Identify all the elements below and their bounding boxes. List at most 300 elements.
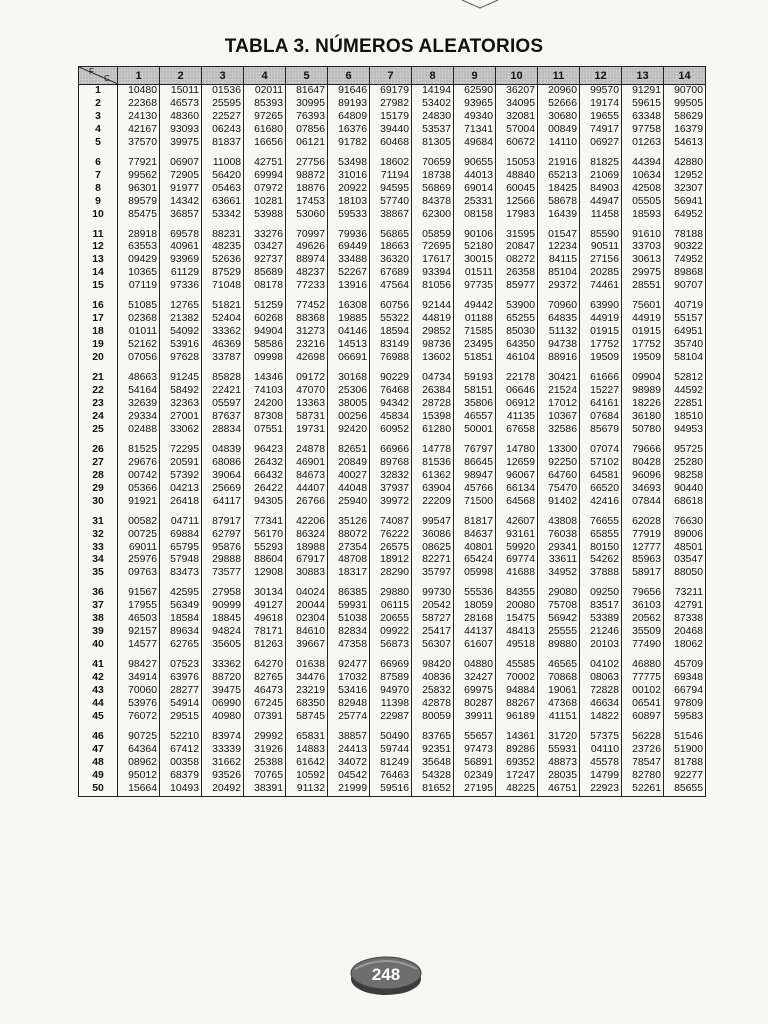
random-number-cell: 34476 [286,672,328,685]
table-row [79,613,706,626]
random-number-cell: 92737 [244,254,286,267]
random-number-cell: 30134 [244,587,286,600]
random-number-cell: 91921 [118,496,160,509]
row-number: 35 [79,567,118,580]
random-number-cell: 91291 [622,85,664,98]
random-number-cell: 63976 [160,672,202,685]
gap-cell [370,150,412,157]
gap-cell [622,293,664,300]
gap-cell [664,222,706,229]
gap-cell [538,222,580,229]
random-number-cell: 15011 [160,85,202,98]
random-number-cell: 64270 [244,659,286,672]
random-number-cell: 57102 [580,457,622,470]
random-number-cell: 43808 [538,516,580,529]
gap-cell [118,150,160,157]
gap-cell [328,365,370,372]
random-number-cell: 42698 [286,352,328,365]
row-group-gap [79,222,706,229]
random-number-cell: 60952 [370,424,412,437]
random-number-cell: 32427 [454,672,496,685]
random-number-cell: 94884 [496,685,538,698]
column-header: 10 [496,67,538,85]
random-number-cell: 65424 [454,554,496,567]
gap-cell [622,150,664,157]
random-number-cell: 34914 [118,672,160,685]
gap-cell [622,652,664,659]
gap-cell [580,150,622,157]
random-number-cell: 08158 [454,209,496,222]
gap-cell [328,724,370,731]
random-number-cell: 46565 [538,659,580,672]
random-number-cell: 97265 [244,111,286,124]
table-row [79,444,706,457]
gap-cell [580,652,622,659]
random-number-cell: 85475 [118,209,160,222]
random-number-cell: 85679 [580,424,622,437]
random-number-cell: 42206 [286,516,328,529]
random-number-cell: 49684 [454,137,496,150]
random-number-cell: 25417 [412,626,454,639]
random-number-cell: 55293 [244,542,286,555]
random-number-cell: 88974 [286,254,328,267]
column-header: 3 [202,67,244,85]
table-row [79,267,706,280]
random-number-cell: 64835 [538,313,580,326]
random-number-cell: 26358 [496,267,538,280]
random-number-cell: 88267 [496,698,538,711]
gap-cell [664,652,706,659]
row-number: 44 [79,698,118,711]
random-number-cell: 96096 [622,470,664,483]
random-number-cell: 56873 [370,639,412,652]
random-number-cell: 70997 [286,229,328,242]
gap-cell [286,293,328,300]
table-row [79,567,706,580]
random-number-cell: 94342 [370,398,412,411]
random-number-cell: 48360 [160,111,202,124]
random-number-cell: 90322 [664,241,706,254]
random-number-cell: 56349 [160,600,202,613]
random-number-cell: 02349 [454,770,496,783]
random-number-cell: 48501 [664,542,706,555]
random-number-cell: 16308 [328,300,370,313]
random-number-cell: 21069 [580,170,622,183]
random-number-cell: 18912 [370,554,412,567]
random-number-cell: 52162 [118,339,160,352]
random-number-cell: 25940 [328,496,370,509]
gap-cell [412,437,454,444]
table-row [79,639,706,652]
random-number-cell: 27354 [328,542,370,555]
random-number-cell: 42791 [664,600,706,613]
random-number-cell: 69179 [370,85,412,98]
gap-cell [496,509,538,516]
gap-cell [370,365,412,372]
random-number-cell: 63348 [622,111,664,124]
random-number-cell: 41688 [496,567,538,580]
random-number-cell: 87529 [202,267,244,280]
column-header: 11 [538,67,580,85]
column-header: 14 [664,67,706,85]
random-number-cell: 56170 [244,529,286,542]
random-number-cell: 04880 [454,659,496,672]
random-number-cell: 55322 [370,313,412,326]
gap-cell [538,437,580,444]
random-number-cell: 31720 [538,731,580,744]
row-number: 1 [79,85,118,98]
table-row [79,326,706,339]
random-number-cell: 01638 [286,659,328,672]
gap-cell [412,293,454,300]
random-number-cell: 06541 [622,698,664,711]
table-row [79,672,706,685]
gap-cell [454,509,496,516]
gap-cell [286,509,328,516]
random-number-cell: 45709 [664,659,706,672]
table-row [79,483,706,496]
random-number-cell: 15227 [580,385,622,398]
random-number-cell: 49626 [286,241,328,254]
gap-cell [454,150,496,157]
gap-cell [244,150,286,157]
gap-cell [580,580,622,587]
random-number-cell: 61680 [244,124,286,137]
random-number-cell: 93965 [454,98,496,111]
random-number-cell: 22209 [412,496,454,509]
table-row [79,542,706,555]
random-number-cell: 42880 [664,157,706,170]
random-number-cell: 69011 [118,542,160,555]
gap-cell [118,222,160,229]
random-number-cell: 33362 [202,326,244,339]
random-number-cell: 98989 [622,385,664,398]
random-number-cell: 42508 [622,183,664,196]
gap-cell [370,437,412,444]
row-number: 49 [79,770,118,783]
random-number-cell: 40027 [328,470,370,483]
random-number-cell: 14110 [538,137,580,150]
random-number-cell: 04110 [580,744,622,757]
random-number-cell: 59516 [370,783,412,796]
random-number-cell: 38391 [244,783,286,796]
random-number-cell: 09250 [580,587,622,600]
random-number-cell: 68086 [202,457,244,470]
row-number: 42 [79,672,118,685]
random-number-cell: 94738 [538,339,580,352]
random-number-cell: 05505 [622,196,664,209]
table-row [79,424,706,437]
random-number-cell: 21999 [328,783,370,796]
column-header: 1 [118,67,160,85]
random-number-cell: 15179 [370,111,412,124]
gap-cell [328,652,370,659]
random-number-cell: 14799 [580,770,622,783]
random-number-cell: 07523 [160,659,202,672]
gap-cell [538,365,580,372]
row-group-gap [79,580,706,587]
random-number-cell: 00725 [118,529,160,542]
gap-cell [79,222,118,229]
random-number-cell: 64350 [496,339,538,352]
random-number-cell: 71341 [454,124,496,137]
column-header: 7 [370,67,412,85]
random-number-cell: 58492 [160,385,202,398]
random-number-cell: 96301 [118,183,160,196]
gap-cell [580,724,622,731]
random-number-cell: 91977 [160,183,202,196]
random-number-cell: 17247 [496,770,538,783]
random-number-cell: 18594 [370,326,412,339]
random-number-cell: 81788 [664,757,706,770]
random-number-cell: 76797 [454,444,496,457]
random-number-cell: 56420 [202,170,244,183]
random-number-cell: 63553 [118,241,160,254]
random-number-cell: 87338 [664,613,706,626]
random-number-cell: 84903 [580,183,622,196]
row-number: 40 [79,639,118,652]
row-number: 46 [79,731,118,744]
row-number: 19 [79,339,118,352]
random-number-cell: 92477 [328,659,370,672]
random-number-cell: 47358 [328,639,370,652]
random-number-cell: 39064 [202,470,244,483]
random-number-cell: 10365 [118,267,160,280]
random-number-cell: 28834 [202,424,244,437]
row-group-gap [79,365,706,372]
random-number-cell: 42595 [160,587,202,600]
random-number-cell: 76222 [370,529,412,542]
random-number-cell: 69884 [160,529,202,542]
random-number-cell: 04734 [412,372,454,385]
random-number-cell: 18584 [160,613,202,626]
random-number-cell: 22421 [202,385,244,398]
random-number-cell: 98427 [118,659,160,672]
random-number-cell: 00102 [622,685,664,698]
gap-cell [328,437,370,444]
random-number-cell: 05463 [202,183,244,196]
row-number: 15 [79,280,118,293]
random-number-cell: 41151 [538,711,580,724]
random-number-cell: 81652 [412,783,454,796]
gap-cell [328,293,370,300]
random-number-cell: 29975 [622,267,664,280]
gap-cell [412,509,454,516]
random-number-cell: 39667 [286,639,328,652]
gap-cell [664,365,706,372]
random-number-cell: 31926 [244,744,286,757]
random-number-cell: 80287 [454,698,496,711]
random-number-cell: 29515 [160,711,202,724]
table-row [79,757,706,770]
random-number-cell: 88231 [202,229,244,242]
random-number-cell: 42167 [118,124,160,137]
random-number-cell: 36180 [622,411,664,424]
random-number-cell: 35126 [328,516,370,529]
gap-cell [580,365,622,372]
random-number-cell: 01188 [454,313,496,326]
row-number: 2 [79,98,118,111]
random-number-cell: 10592 [286,770,328,783]
random-number-cell: 14346 [244,372,286,385]
random-number-cell: 16379 [664,124,706,137]
random-number-cell: 62028 [622,516,664,529]
random-number-cell: 25555 [538,626,580,639]
random-number-cell: 10480 [118,85,160,98]
random-number-cell: 20655 [370,613,412,626]
random-number-cell: 82834 [328,626,370,639]
random-number-cell: 69449 [328,241,370,254]
random-number-cell: 46503 [118,613,160,626]
random-number-cell: 14778 [412,444,454,457]
random-number-cell: 83765 [412,731,454,744]
gap-cell [664,437,706,444]
random-number-cell: 76655 [580,516,622,529]
random-number-cell: 54092 [160,326,202,339]
gap-cell [538,580,580,587]
random-number-cell: 14883 [286,744,328,757]
random-number-cell: 56891 [454,757,496,770]
random-number-cell: 26575 [370,542,412,555]
random-number-cell: 16439 [538,209,580,222]
random-number-cell: 38857 [328,731,370,744]
random-number-cell: 86385 [328,587,370,600]
random-number-cell: 62797 [202,529,244,542]
random-number-cell: 20103 [580,639,622,652]
table-row [79,711,706,724]
row-number: 50 [79,783,118,796]
random-number-cell: 39972 [370,496,412,509]
gap-cell [286,437,328,444]
random-number-cell: 85828 [202,372,244,385]
gap-cell [118,724,160,731]
table-row [79,111,706,124]
random-number-cell: 54262 [580,554,622,567]
gap-cell [328,580,370,587]
random-number-cell: 37888 [580,567,622,580]
random-number-cell: 20080 [496,600,538,613]
random-number-cell: 33611 [538,554,580,567]
row-number: 43 [79,685,118,698]
random-number-cell: 14822 [580,711,622,724]
gap-cell [496,724,538,731]
random-number-cell: 84378 [412,196,454,209]
random-number-cell: 46473 [244,685,286,698]
random-number-cell: 92144 [412,300,454,313]
random-number-cell: 61607 [454,639,496,652]
column-header: 2 [160,67,202,85]
random-number-cell: 85590 [580,229,622,242]
row-number: 34 [79,554,118,567]
random-number-cell: 52404 [202,313,244,326]
random-number-cell: 07056 [118,352,160,365]
table-row [79,411,706,424]
row-number: 30 [79,496,118,509]
random-number-cell: 33787 [202,352,244,365]
random-number-cell: 42416 [580,496,622,509]
random-number-cell: 64581 [580,470,622,483]
random-number-cell: 66134 [496,483,538,496]
random-number-cell: 66794 [664,685,706,698]
random-number-cell: 47564 [370,280,412,293]
gap-cell [160,222,202,229]
random-number-cell: 81525 [118,444,160,457]
random-number-cell: 84673 [286,470,328,483]
random-number-cell: 28918 [118,229,160,242]
random-number-cell: 30015 [454,254,496,267]
random-numbers-table [78,66,705,797]
random-number-cell: 61666 [580,372,622,385]
random-number-cell: 07856 [286,124,328,137]
random-number-cell: 44137 [454,626,496,639]
random-number-cell: 18103 [328,196,370,209]
gap-cell [538,150,580,157]
table-row [79,554,706,567]
corner-cell [79,67,118,85]
random-number-cell: 53389 [580,613,622,626]
random-number-cell: 41135 [496,411,538,424]
random-number-cell: 35648 [412,757,454,770]
random-number-cell: 46880 [622,659,664,672]
page-title: TABLA 3. NÚMEROS ALEATORIOS [224,36,544,57]
gap-cell [244,652,286,659]
random-number-cell: 20847 [496,241,538,254]
random-number-cell: 33276 [244,229,286,242]
gap-cell [202,293,244,300]
random-number-cell: 00358 [160,757,202,770]
random-number-cell: 18876 [286,183,328,196]
table-row [79,254,706,267]
random-number-cell: 25669 [202,483,244,496]
random-number-cell: 99730 [412,587,454,600]
random-number-cell: 20044 [286,600,328,613]
random-number-cell: 67917 [286,554,328,567]
table-row [79,698,706,711]
random-number-cell: 77775 [622,672,664,685]
random-number-cell: 63904 [412,483,454,496]
gap-cell [244,509,286,516]
random-number-cell: 06990 [202,698,244,711]
random-number-cell: 06912 [496,398,538,411]
random-number-cell: 27156 [580,254,622,267]
random-number-cell: 51259 [244,300,286,313]
random-number-cell: 85104 [538,267,580,280]
random-number-cell: 44394 [622,157,664,170]
random-number-cell: 48225 [496,783,538,796]
table-row [79,124,706,137]
table-row [79,385,706,398]
random-number-cell: 45766 [454,483,496,496]
row-axis-label: F [89,67,94,76]
random-number-cell: 77452 [286,300,328,313]
random-number-cell: 26422 [244,483,286,496]
random-number-cell: 44919 [580,313,622,326]
row-number: 4 [79,124,118,137]
random-number-cell: 37570 [118,137,160,150]
random-number-cell: 77341 [244,516,286,529]
gap-cell [664,580,706,587]
top-ornament-icon [460,0,500,10]
random-number-cell: 67689 [370,267,412,280]
random-number-cell: 44048 [328,483,370,496]
gap-cell [412,222,454,229]
random-number-cell: 05366 [118,483,160,496]
random-number-cell: 15398 [412,411,454,424]
gap-cell [370,580,412,587]
random-number-cell: 59920 [496,542,538,555]
random-number-cell: 09763 [118,567,160,580]
random-number-cell: 89634 [160,626,202,639]
